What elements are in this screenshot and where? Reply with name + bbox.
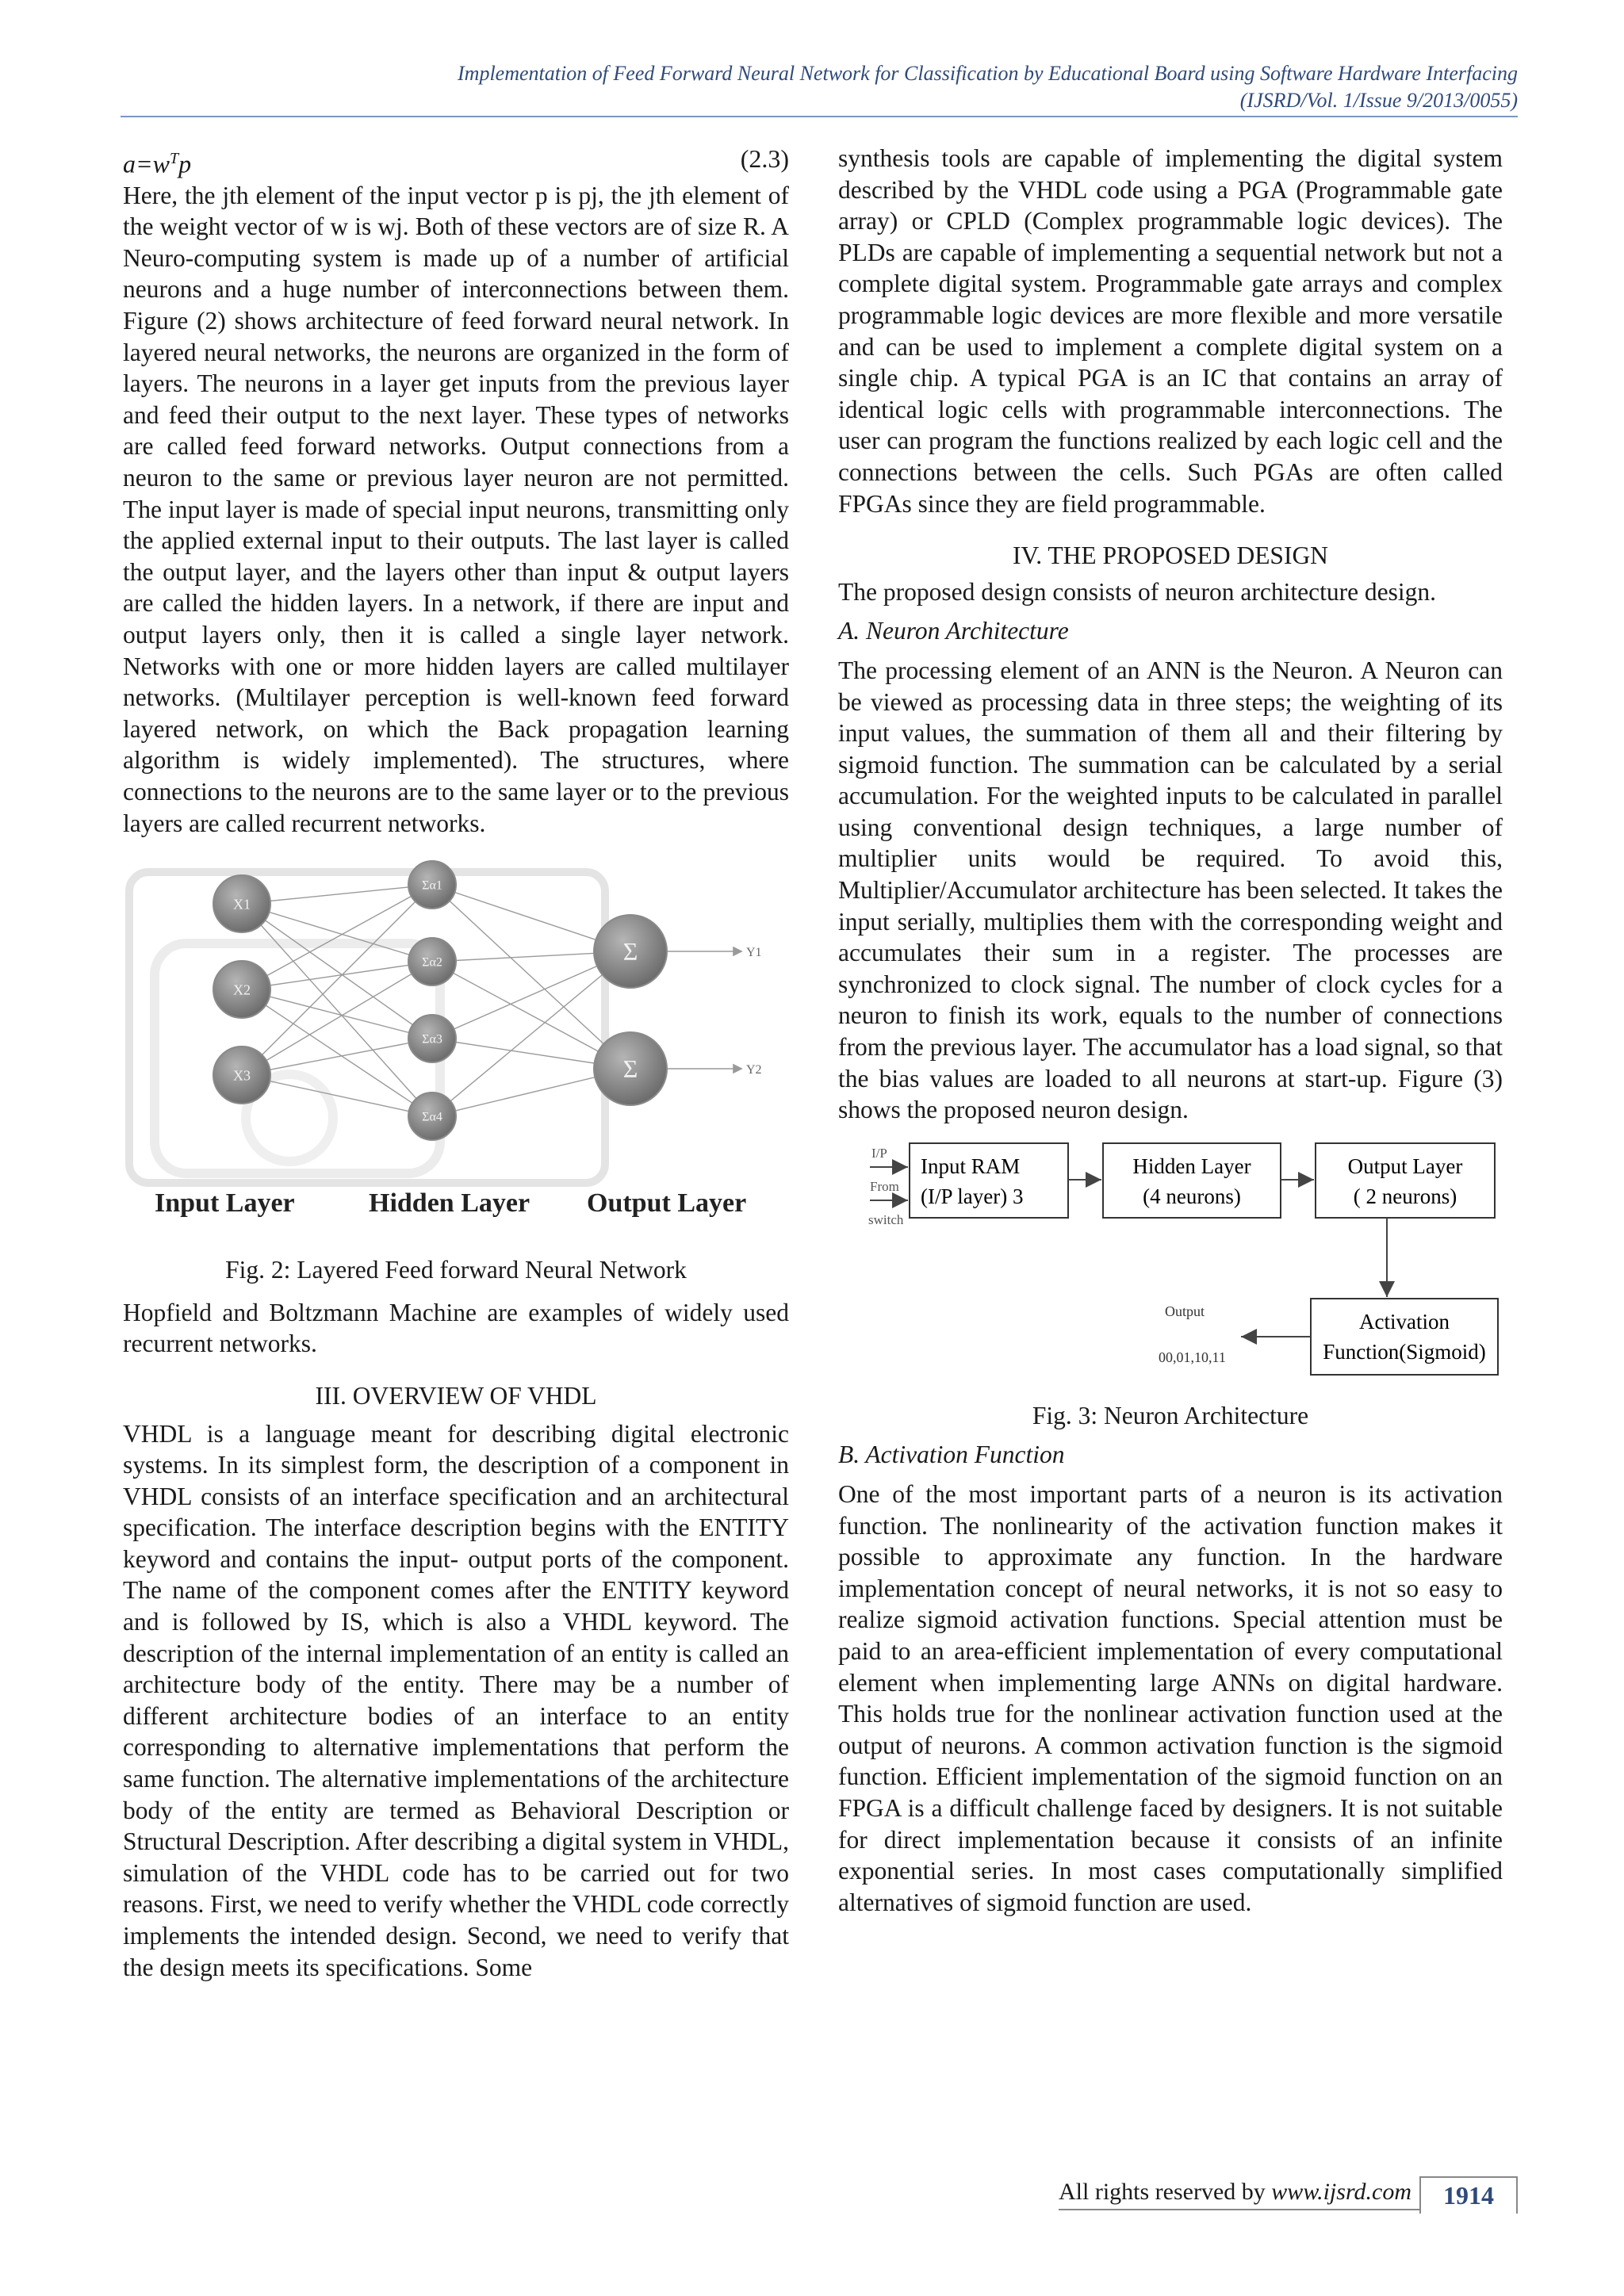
output-label: Output <box>1165 1303 1205 1319</box>
figure-3-caption: Fig. 3: Neuron Architecture <box>1032 1401 1309 1429</box>
input-node-3-label: X3 <box>233 1067 251 1084</box>
page-number: 1914 <box>1419 2176 1518 2214</box>
equation-expression: $a=w^Tp$ <box>123 149 192 178</box>
figure-2-caption: Fig. 2: Layered Feed forward Neural Network <box>225 1256 687 1284</box>
ip-label: I/P <box>871 1145 887 1161</box>
input-ram-sub: (I/P layer) 3 <box>921 1184 1024 1208</box>
paragraph-neuron-architecture: The processing element of an ANN is the Neuron. A Neuron can be viewed as processing data in three steps; the weighting of its input values, the summation of them all and their filtering by sigmoid function. The summation can be calculated by a serial accumulation. For the weighted inputs to be calculated in parallel using conventional design techniques, a large number of multiplier units would be required. To avoid this, Multiplier/Accumulator architecture has been selected. It takes the input serially, multiplies them with the corresponding weight and accumulates their sum in a register. The processes are synchronized to clock signal. The number of clock cycles for a neuron to finish its work, equals to the number of connections from the previous layer. The accumulator has a load signal, so that the bias values are loaded to all neurons at start-up. Figure (3) shows the proposed neuron design. <box>838 656 1503 1124</box>
hidden-layer-label: Hidden Layer <box>1132 1154 1251 1178</box>
subsection-b-heading: B. Activation Function <box>838 1441 1065 1469</box>
hidden-node-2-label: Σα2 <box>422 955 442 970</box>
figure-3-block-diagram <box>838 1135 1503 1397</box>
activation-sub: Function(Sigmoid) <box>1323 1339 1486 1364</box>
figure-2-neural-network <box>123 856 789 1245</box>
layer-label-3: Output Layer <box>587 1188 747 1219</box>
header-journal: (IJSRD/Vol. 1/Issue 9/2013/0055) <box>1239 89 1518 112</box>
equation-number: (2.3) <box>740 144 789 173</box>
activation-label: Activation <box>1359 1309 1450 1334</box>
hidden-node-1-label: Σα1 <box>422 878 442 893</box>
header-title: Implementation of Feed Forward Neural Network for Classification by Educational Board using Software Hardware Interfacing <box>458 62 1518 85</box>
subsection-a-heading: A. Neuron Architecture <box>838 617 1069 645</box>
running-header <box>90 60 1518 114</box>
hidden-layer-sub: (4 neurons) <box>1143 1184 1241 1208</box>
paragraph-synthesis-tools: synthesis tools are capable of implementing the digital system described by the VHDL code using a PGA (Programmable gate array) or CPLD (Complex programmable logic devices). The PLDs are capable of implementing a sequential network but not a complete digital system. Programmable gate arrays and complex programmable logic devices are more flexible and more versatile and can be used to implement a complete digital system on a single chip. A typical PGA is an IC that contains an array of identical logic cells with programmable interconnections. The user can program the functions realized by each logic cell and the connections between the cells. Such PGAs are often called FPGAs since they are field programmable. <box>838 144 1503 518</box>
paragraph-proposed-design: The proposed design consists of neuron architecture design. <box>838 577 1437 606</box>
input-ram-label: Input RAM <box>921 1154 1021 1178</box>
footer-site-link[interactable]: www.ijsrd.com <box>1271 2179 1411 2205</box>
output-layer-label: Output Layer <box>1347 1154 1463 1178</box>
paragraph-recurrent-examples: Hopfield and Boltzmann Machine are examples of widely used recurrent networks. <box>123 1298 789 1358</box>
page-footer <box>1059 2177 1518 2212</box>
layer-label-1: Input Layer <box>155 1188 295 1219</box>
output-codes: 00,01,10,11 <box>1159 1349 1226 1365</box>
block-diagram <box>838 1135 1503 1397</box>
paragraph-activation-function: One of the most important parts of a neuron is its activation function. The nonlinearity of the activation function makes it possible to approximate any function. In the hardware implementation concept of neural networks, it is not so easy to realize sigmoid activation functions. Special attention must be paid to an area-efficient implementation of every computational element when implementing large ANNs on digital hardware. This holds true for the nonlinear activation function used at the output of neurons. A common activation function is the sigmoid function. Efficient implementation of the sigmoid function on an FPGA is a difficult challenge faced by designers. It is not suitable for direct implementation because it consists of an infinite exponential series. In most cases computationally simplified alternatives of sigmoid function are used. <box>838 1480 1503 1916</box>
section-3-heading: III. OVERVIEW OF VHDL <box>315 1381 597 1410</box>
left-column <box>123 143 789 1983</box>
input-node-1-label: X1 <box>233 896 251 913</box>
hidden-node-4-label: Σα4 <box>422 1110 442 1124</box>
right-column <box>838 143 1503 1918</box>
paragraph-layered-networks: Here, the jth element of the input vector p is pj, the jth element of the weight vector of w is wj. Both of these vectors are of size R. A Neuro-computing system is made up of a number of artificial neurons and a huge number of interconnections between them. Figure (2) shows architecture of feed forward neural network. In layered neural networks, the neurons are organized in the form of layers. The neurons in a layer get inputs from the previous layer and feed their output to the next layer. These types of networks are called feed forward networks. Output connections from a neuron to the same or previous layer neuron are not permitted. The input layer is made of special input neurons, transmitting only the applied external input to their outputs. The last layer is called the output layer, and the layers other than input & output layers are called the hidden layers. In a network, if there are input and output layers only, then it is called a single layer network. Networks with one or more hidden layers are called multilayer networks. (Multilayer perception is well-known feed forward layered network, on which the Back propagation learning algorithm is widely implemented). The structures, where connections to the neurons are to the same layer or to the previous layers are called recurrent networks. <box>123 181 789 837</box>
from-label: From <box>870 1178 899 1194</box>
layer-label-2: Hidden Layer <box>369 1188 530 1219</box>
footer-rights: All rights reserved by www.ijsrd.com <box>1059 2179 1419 2210</box>
output-y-label-2: Y2 <box>746 1063 762 1077</box>
output-node-1-label: Σ <box>622 937 638 966</box>
network-diagram <box>123 856 789 1245</box>
output-layer-sub: ( 2 neurons) <box>1353 1184 1457 1208</box>
output-node-2-label: Σ <box>622 1054 638 1084</box>
output-y-label-1: Y1 <box>746 946 762 960</box>
section-4-heading: IV. THE PROPOSED DESIGN <box>1013 541 1328 570</box>
switch-label: switch <box>868 1211 904 1227</box>
equation-2-3 <box>123 143 789 180</box>
header-rule <box>121 116 1518 117</box>
input-node-2-label: X2 <box>233 982 251 998</box>
paragraph-vhdl-overview: VHDL is a language meant for describing digital electronic systems. In its simplest form, the description of a component in VHDL consists of an interface specification and an architectural specification. The interface description begins with the ENTITY keyword and contains the input- output ports of the component. The name of the component comes after the ENTITY keyword and is followed by IS, which is also a VHDL keyword. The description of the internal implementation of an entity is called an architecture body of the entity. There may be a number of different architecture bodies of an interface to an entity corresponding to alternative implementations that perform the same function. The alternative implementations of the architecture body of the entity are termed as Behavioral Description or Structural Description. After describing a digital system in VHDL, simulation of the VHDL code has to be carried out for two reasons. First, we need to verify whether the VHDL code correctly implements the intended design. Second, we need to verify that the design meets its specifications. Some <box>123 1419 789 1981</box>
hidden-node-3-label: Σα3 <box>422 1032 442 1047</box>
